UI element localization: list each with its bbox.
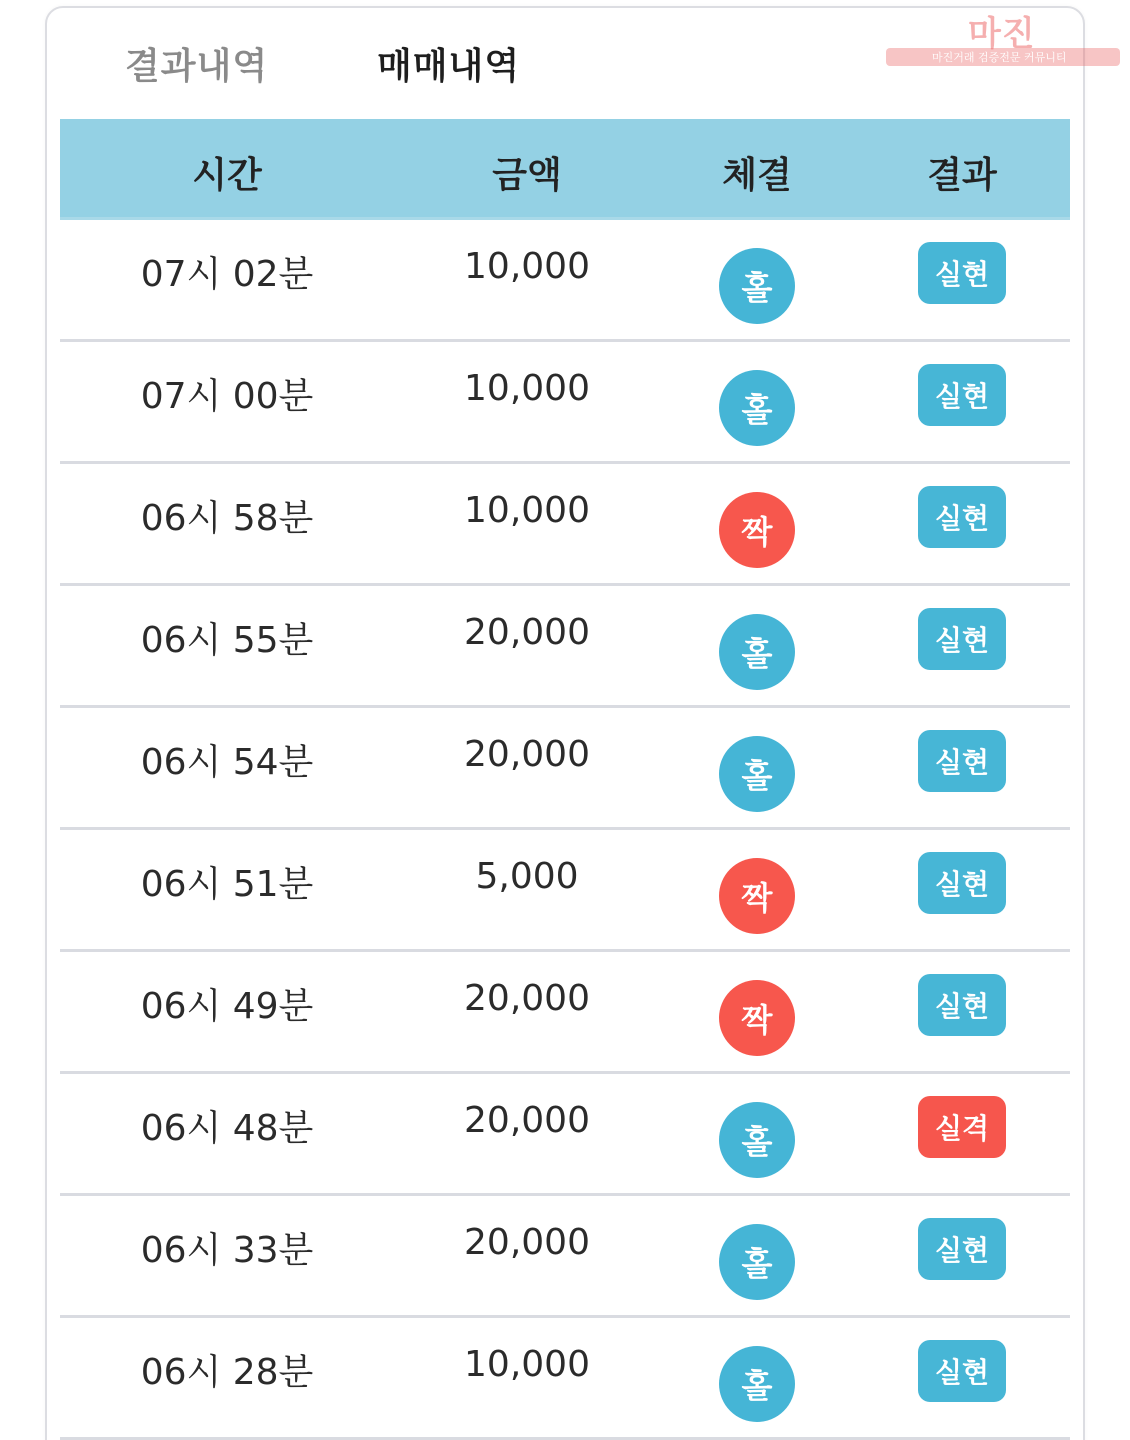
time-cell: 07시 02분 xyxy=(140,254,314,295)
time-cell: 06시 51분 xyxy=(140,864,314,905)
amount-cell: 10,000 xyxy=(464,490,590,531)
time-cell: 06시 55분 xyxy=(140,620,314,661)
header-time: 시간 xyxy=(192,155,262,196)
amount-cell: 20,000 xyxy=(464,978,590,1019)
time-cell: 06시 48분 xyxy=(140,1108,314,1149)
amount-cell: 20,000 xyxy=(464,1222,590,1263)
table-row xyxy=(60,1318,1070,1440)
pick-badge-jjak: 짝 xyxy=(719,492,795,568)
table-header xyxy=(60,119,1070,220)
header-pick: 체결 xyxy=(722,155,792,196)
table-row xyxy=(60,708,1070,830)
table-row xyxy=(60,342,1070,464)
amount-cell: 5,000 xyxy=(475,856,579,897)
result-badge-success[interactable]: 실현 xyxy=(918,974,1006,1036)
table-body xyxy=(60,220,1070,1440)
time-cell: 06시 54분 xyxy=(140,742,314,783)
watermark-title: 마진 xyxy=(968,14,1036,54)
pick-badge-hol: 홀 xyxy=(719,1224,795,1300)
tab-trade-history[interactable]: 매매내역 xyxy=(377,46,521,87)
result-badge-success[interactable]: 실현 xyxy=(918,608,1006,670)
table-row xyxy=(60,220,1070,342)
trade-table xyxy=(60,119,1070,1440)
table-row xyxy=(60,1074,1070,1196)
table-row xyxy=(60,830,1070,952)
time-cell: 06시 58분 xyxy=(140,498,314,539)
header-amount: 금액 xyxy=(492,155,562,196)
table-row xyxy=(60,586,1070,708)
amount-cell: 10,000 xyxy=(464,368,590,409)
header-result: 결과 xyxy=(927,155,997,196)
table-row xyxy=(60,952,1070,1074)
result-badge-fail[interactable]: 실격 xyxy=(918,1096,1006,1158)
result-badge-success[interactable]: 실현 xyxy=(918,1340,1006,1402)
amount-cell: 10,000 xyxy=(464,246,590,287)
amount-cell: 20,000 xyxy=(464,612,590,653)
result-badge-success[interactable]: 실현 xyxy=(918,1218,1006,1280)
pick-badge-hol: 홀 xyxy=(719,370,795,446)
result-badge-success[interactable]: 실현 xyxy=(918,364,1006,426)
pick-badge-jjak: 짝 xyxy=(719,980,795,1056)
result-badge-success[interactable]: 실현 xyxy=(918,486,1006,548)
amount-cell: 10,000 xyxy=(464,1344,590,1385)
result-badge-success[interactable]: 실현 xyxy=(918,242,1006,304)
time-cell: 06시 49분 xyxy=(140,986,314,1027)
pick-badge-jjak: 짝 xyxy=(719,858,795,934)
pick-badge-hol: 홀 xyxy=(719,1346,795,1422)
pick-badge-hol: 홀 xyxy=(719,614,795,690)
pick-badge-hol: 홀 xyxy=(719,1102,795,1178)
pick-badge-hol: 홀 xyxy=(719,248,795,324)
time-cell: 06시 33분 xyxy=(140,1230,314,1271)
time-cell: 06시 28분 xyxy=(140,1352,314,1393)
result-badge-success[interactable]: 실현 xyxy=(918,730,1006,792)
tab-result-history[interactable]: 결과내역 xyxy=(125,46,269,87)
watermark-subtitle: 마진거래 검증전문 커뮤니티 xyxy=(932,51,1067,64)
time-cell: 07시 00분 xyxy=(140,376,314,417)
amount-cell: 20,000 xyxy=(464,1100,590,1141)
watermark-logo xyxy=(886,8,1122,66)
table-row xyxy=(60,464,1070,586)
table-row xyxy=(60,1196,1070,1318)
result-badge-success[interactable]: 실현 xyxy=(918,852,1006,914)
amount-cell: 20,000 xyxy=(464,734,590,775)
pick-badge-hol: 홀 xyxy=(719,736,795,812)
